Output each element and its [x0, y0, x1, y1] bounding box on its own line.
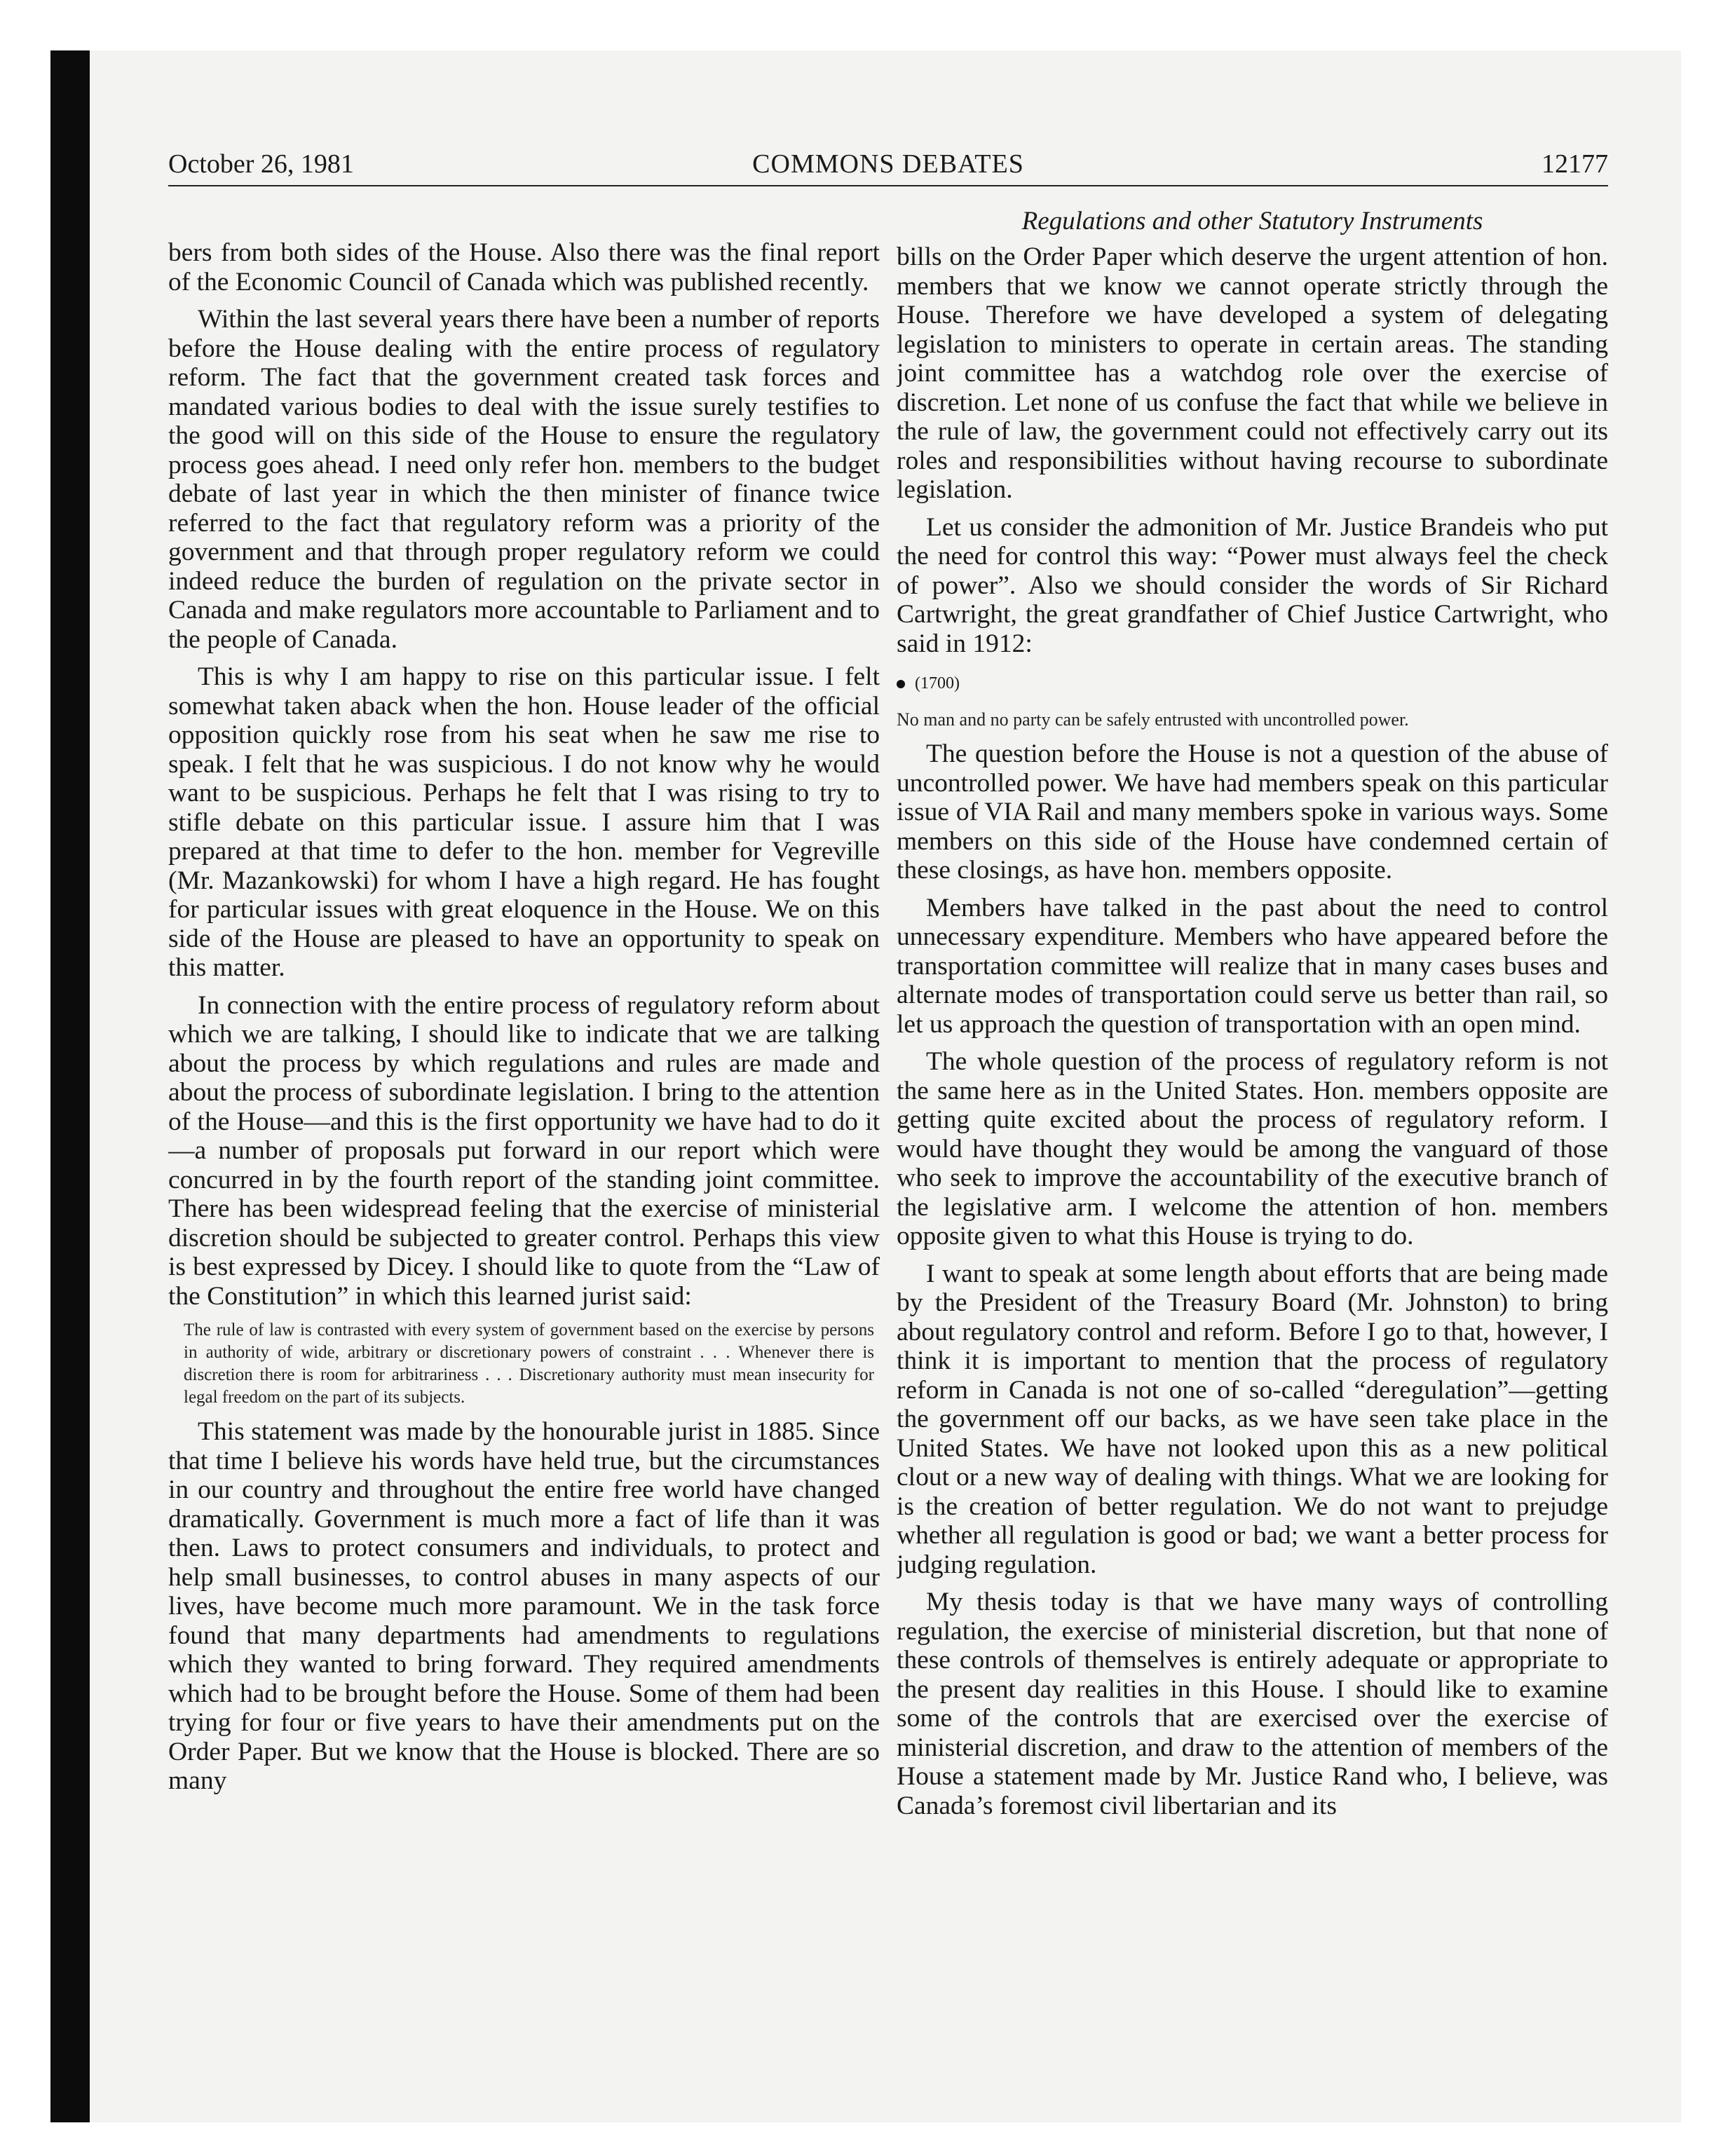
- bullet-icon: [897, 680, 905, 688]
- right-column: [897, 243, 1608, 1939]
- paragraph: I want to speak at some length about efforts that are being made by the President of the Treasury Board (Mr. Johnston) to bring about regulatory control and reform. Before I go to that, however, I think it is important to mention that the process of regulatory reform in Canada is not one of so-called “deregulation”—getting the government off our backs, as we have seen take place in the United States. We have not looked upon this as a new political clout or a new way of dealing with things. What we are looking for is the creation of better regulation. We do not want to prejudge whether all regulation is good or bad; we want a better process for judging regulation.: [897, 1259, 1608, 1579]
- paragraph: Let us consider the admonition of Mr. Justice Brandeis who put the need for control this way: “Power must always feel the check of power”. Also we should consider the words of Sir Richard Cartwright, the great grandfather of Chief Justice Cartwright, who said in 1912:: [897, 512, 1608, 658]
- paragraph: bills on the Order Paper which deserve the urgent attention of hon. members that we know we cannot operate strictly through the House. Therefore we have developed a system of delegating legislation to ministers to operate in certain areas. The standing joint committee has a watchdog role over the exercise of discretion. Let none of us confuse the fact that while we believe in the rule of law, the government could not effectively carry out its roles and responsibilities without having recourse to subordinate legislation.: [897, 243, 1608, 504]
- time-marker-label: (1700): [915, 674, 960, 692]
- paragraph: bers from both sides of the House. Also there was the final report of the Economic Council of Canada which was published recently.: [168, 238, 880, 296]
- header-page-number: 12177: [1542, 149, 1608, 179]
- running-header: [168, 149, 1608, 186]
- paragraph: This statement was made by the honourable jurist in 1885. Since that time I believe his words have held true, but the circumstances in our country and throughout the entire free world have changed dramatically. Government is much more a fact of life than it was then. Laws to protect consumers and individuals, to protect and help small businesses, to control abuses in many aspects of our lives, have become much more paramount. We in the task force found that many departments had amendments to regulations which they wanted to bring forward. They required amendments which had to be brought before the House. Some of them had been trying for four or five years to have their amendments put on the Order Paper. But we know that the House is blocked. There are so many: [168, 1417, 880, 1795]
- paragraph: My thesis today is that we have many ways of controlling regulation, the exercise of ministerial discretion, but that none of these controls of themselves is entirely adequate or appropriate to the present day realities in this House. I should like to examine some of the controls that are exercised over the exercise of ministerial discretion, and draw to the attention of members of the House a statement made by Mr. Justice Rand who, I believe, was Canada’s foremost civil libertarian and its: [897, 1588, 1608, 1820]
- paragraph: This is why I am happy to rise on this particular issue. I felt somewhat taken aback when the hon. House leader of the official opposition quickly rose from his seat when he saw me rise to speak. I felt that he was suspicious. I do not know why he would want to be suspicious. Perhaps he felt that I was rising to try to stifle debate on this particular issue. I assure him that I was prepared at that time to defer to the hon. member for Vegreville (Mr. Mazankowski) for whom I have a high regard. He has fought for particular issues with great eloquence in the House. We on this side of the House are pleased to have an opportunity to speak on this matter.: [168, 662, 880, 982]
- paragraph: Members have talked in the past about the need to control unnecessary expenditure. Members who have appeared before the transportation committee will realize that in many cases buses and alternate modes of transportation could serve us better than rail, so let us approach the question of transportation with an open mind.: [897, 893, 1608, 1039]
- paragraph: Within the last several years there have been a number of reports before the House dealing with the entire process of regulatory reform. The fact that the government created task forces and mandated various bodies to deal with the issue surely testifies to the good will on this side of the House to ensure the regulatory process goes ahead. I need only refer hon. members to the budget debate of last year in which the then minister of finance twice referred to the fact that regulatory reform was a priority of the government and that through proper regulatory reform we could indeed reduce the burden of regulation on the private sector in Canada and make regulators more accountable to Parliament and to the people of Canada.: [168, 305, 880, 654]
- block-quote: The rule of law is contrasted with every system of government based on the exercise by persons in authority of wide, arbitrary or discretionary powers of constraint . . . Whenever there is discretion there is room for arbitrariness . . . Discretionary authority must mean insecurity for legal freedom on the part of its subjects.: [184, 1321, 874, 1407]
- paragraph: In connection with the entire process of regulatory reform about which we are talking, I should like to indicate that we are talking about the process by which regulations and rules are made and about the process of subordinate legislation. I bring to the attention of the House—and this is the first opportunity we have had to do it—a number of proposals put forward in our report which were concurred in by the fourth report of the standing joint committee. There has been widespread feeling that the exercise of ministerial discretion should be subjected to greater control. Perhaps this view is best expressed by Dicey. I should like to quote from the “Law of the Constitution” in which this learned jurist said:: [168, 990, 880, 1311]
- left-column: [168, 238, 880, 1935]
- scan-binding-edge: [50, 50, 90, 2122]
- time-marker: [897, 672, 1608, 695]
- header-date: October 26, 1981: [168, 149, 354, 179]
- block-quote: No man and no party can be safely entrusted with uncontrolled power.: [897, 709, 1409, 730]
- section-title: Regulations and other Statutory Instruments: [1021, 207, 1483, 236]
- paragraph: The whole question of the process of regulatory reform is not the same here as in the United States. Hon. members opposite are getting quite excited about the process of regulatory reform. I would have thought they would be among the vanguard of those who seek to improve the accountability of the executive branch of the legislative arm. I welcome the attention of hon. members opposite given to what this House is trying to do.: [897, 1047, 1608, 1250]
- paragraph: The question before the House is not a question of the abuse of uncontrolled power. We have had members speak on this particular issue of VIA Rail and many members spoke in various ways. Some members on this side of the House have condemned certain of these closings, as have hon. members opposite.: [897, 739, 1608, 885]
- header-publication-title: COMMONS DEBATES: [752, 149, 1024, 179]
